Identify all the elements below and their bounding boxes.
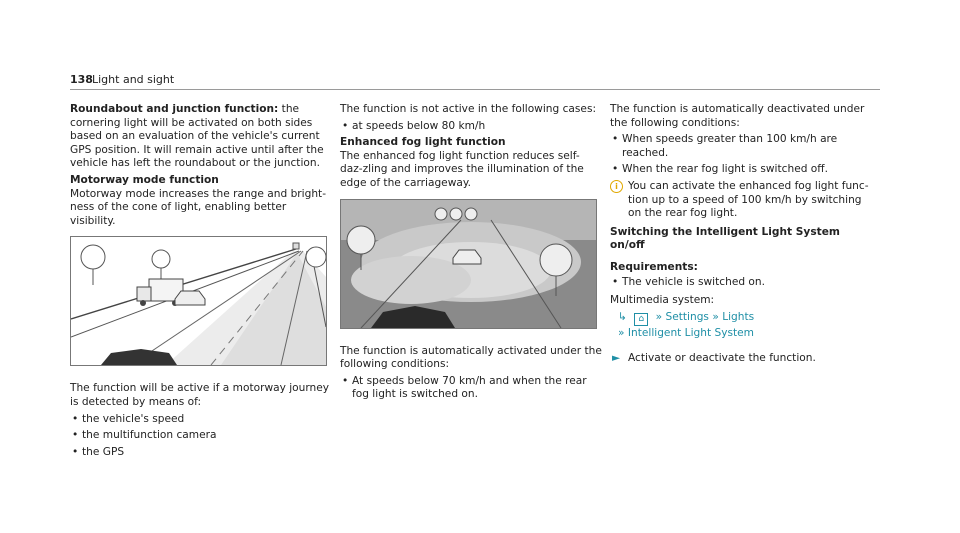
not-active-text: The function is not active in the following cases: xyxy=(340,103,597,115)
motorway-heading: Motorway mode function xyxy=(70,173,219,186)
page-number: 138 xyxy=(70,73,93,86)
roundabout-text: the cornering light will be activated on both sides based on an evaluation of the vehicle's current GPS position. It will remain active until after the vehicle has left the roundabout or the junction. xyxy=(70,103,324,170)
list-item: • When the rear fog light is switched off. xyxy=(610,163,872,177)
auto-off-text: The function is automatically deactivated under the following conditions: xyxy=(610,103,865,129)
motorway-illustration xyxy=(70,236,327,366)
list-item: • the multifunction camera xyxy=(70,429,332,443)
menu-path-line-2 xyxy=(618,327,872,341)
detection-list xyxy=(70,413,332,460)
motorway-scene-image xyxy=(71,237,326,365)
column-1 xyxy=(70,103,332,462)
auto-on-text: The function is automatically activated under the following conditions: xyxy=(340,344,602,371)
column-2 xyxy=(340,103,602,405)
motorway-text: Motorway mode increases the range and bright-ness of the cone of light, enabling better visibility. xyxy=(70,187,327,227)
double-chevron-icon: » xyxy=(618,326,625,339)
multimedia-label: Multimedia system: xyxy=(610,294,715,307)
switch-heading: Switching the Intelligent Light System on/off xyxy=(610,225,840,252)
fog-heading: Enhanced fog light function xyxy=(340,136,506,149)
roundabout-paragraph xyxy=(70,103,332,171)
detect-text: The function will be active if a motorway journey is detected by means of: xyxy=(70,382,330,408)
auto-off-list xyxy=(610,133,872,177)
action-step xyxy=(610,352,872,366)
list-item: • at speeds below 80 km/h xyxy=(340,120,602,134)
list-item: • the GPS xyxy=(70,446,332,460)
list-item: • At speeds below 70 km/h and when the rear fog light is switched on. xyxy=(340,375,602,402)
action-text: Activate or deactivate the function. xyxy=(628,352,816,365)
info-note-icon: i xyxy=(610,180,623,193)
double-chevron-icon: » xyxy=(655,310,663,323)
note-text: You can activate the enhanced fog light func-tion up to a speed of 100 km/h by switching on the rear fog light. xyxy=(628,179,869,220)
list-item: • The vehicle is switched on. xyxy=(610,276,872,290)
info-note xyxy=(610,180,872,221)
double-chevron-icon: » xyxy=(712,310,719,323)
lights-link[interactable]: Lights xyxy=(722,310,755,323)
fog-text: The enhanced fog light function reduces self-daz-zling and improves the illumination of the edge of the carriageway. xyxy=(340,149,584,189)
column-3 xyxy=(610,103,872,366)
settings-link[interactable]: Settings xyxy=(665,310,709,323)
requirements-heading: Requirements: xyxy=(610,260,698,273)
list-item: • When speeds greater than 100 km/h are reached. xyxy=(610,133,872,160)
page-header xyxy=(70,73,880,90)
list-item: • the vehicle's speed xyxy=(70,413,332,427)
section-title: Light and sight xyxy=(92,73,175,86)
not-active-list xyxy=(340,120,602,134)
action-triangle-icon: ► xyxy=(612,352,621,365)
auto-on-list xyxy=(340,375,602,402)
fog-scene-image xyxy=(341,200,596,328)
intelligent-light-system-link[interactable]: Intelligent Light System xyxy=(627,326,754,339)
menu-path xyxy=(618,311,872,326)
home-icon[interactable]: ⌂ xyxy=(634,313,648,326)
fog-light-illustration xyxy=(340,199,597,329)
arrow-return-icon: ↳ xyxy=(618,310,627,323)
roundabout-heading: Roundabout and junction function: xyxy=(70,103,279,115)
requirements-list xyxy=(610,276,872,290)
